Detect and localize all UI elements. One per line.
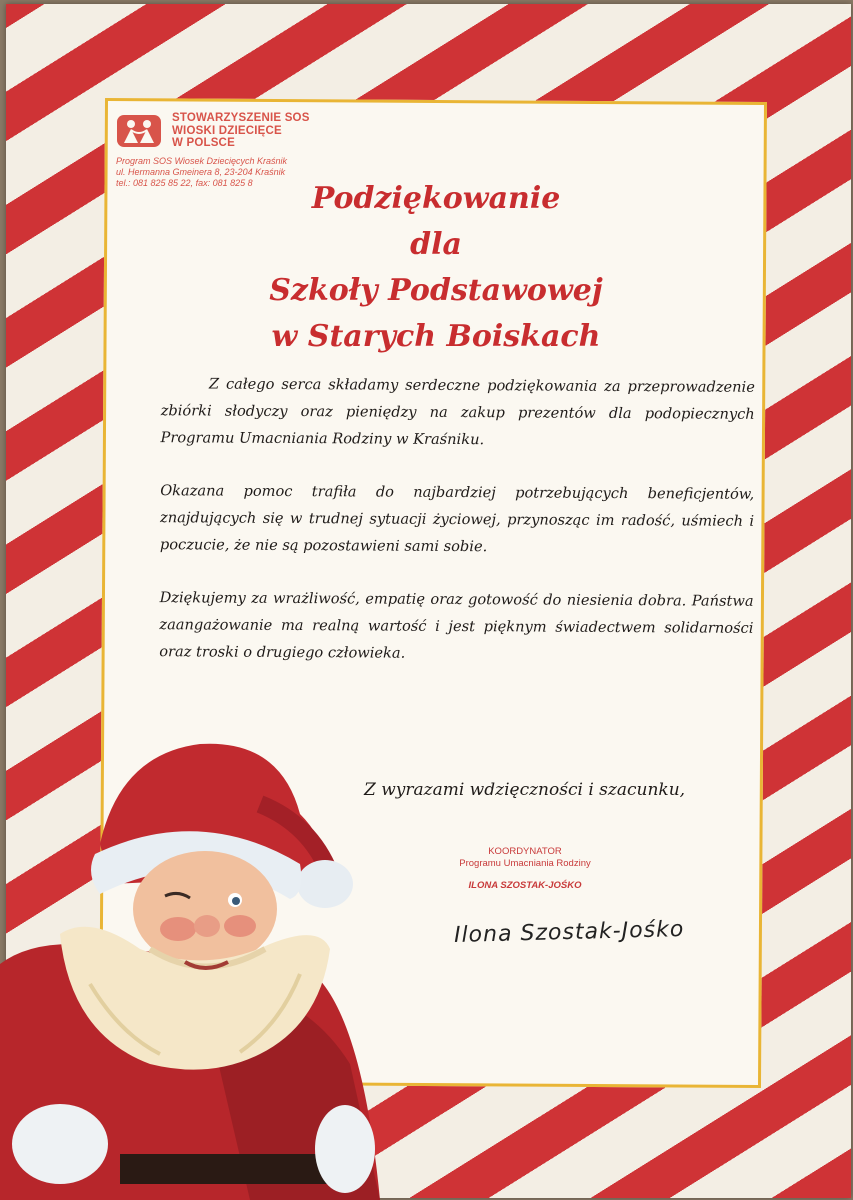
sos-children-logo-icon (116, 114, 162, 148)
body-paragraph: Okazana pomoc trafiła do najbardziej potrzebujących beneficjentów, znajdujących się w trudnej sytuacji życiowej, przynosząc im radość, uśmiech i poczucie, że nie są pozostawieni sami sobie. (159, 482, 755, 556)
title-line: dla (410, 227, 462, 262)
organization-name-line: W POLSCE (172, 137, 235, 149)
title-line: w Starych Boiskach (271, 319, 601, 354)
certificate-body (159, 370, 755, 695)
organization-phone: tel.: 081 825 85 22, fax: 081 825 8 (116, 177, 253, 188)
organization-address: ul. Hermanna Gmeinera 8, 23-204 Kraśnik (116, 166, 286, 177)
certificate-title (160, 176, 712, 360)
organization-name (172, 112, 366, 150)
organization-program: Program SOS Wiosek Dziecięcych Kraśnik (116, 155, 287, 166)
body-paragraph: Z całego serca składamy serdeczne podziękowania za przeprowadzenie zbiórki słodyczy oraz pieniędzy na zakup prezentów dla podopiecznych Programu Umacniania Rodziny w Kraśniku. (160, 375, 755, 449)
santa-claus-illustration (0, 734, 400, 1200)
coordinator-role: KOORDYNATOR (488, 846, 562, 857)
coordinator-program: Programu Umacniania Rodziny (459, 858, 591, 869)
coordinator-block (430, 846, 620, 892)
handwritten-signature: Ilona Szostak-Jośko (453, 916, 685, 949)
organization-name-line: STOWARZYSZENIE SOS (172, 112, 310, 124)
organization-name-line: WIOSKI DZIECIĘCE (172, 124, 282, 137)
title-line: Podziękowanie (311, 181, 561, 216)
coordinator-name: ILONA SZOSTAK-JOŚKO (468, 880, 582, 891)
title-line: Szkoły Podstawowej (269, 273, 603, 308)
closing-line: Z wyrazami wdzięczności i szacunku, (364, 780, 686, 800)
body-paragraph: Dziękujemy za wrażliwość, empatię oraz gotowość do niesienia dobra. Państwa zaangażowanie ma realną wartość i jest pięknym świadectwem solidarności oraz troski o drugiego człowieka. (159, 589, 754, 662)
